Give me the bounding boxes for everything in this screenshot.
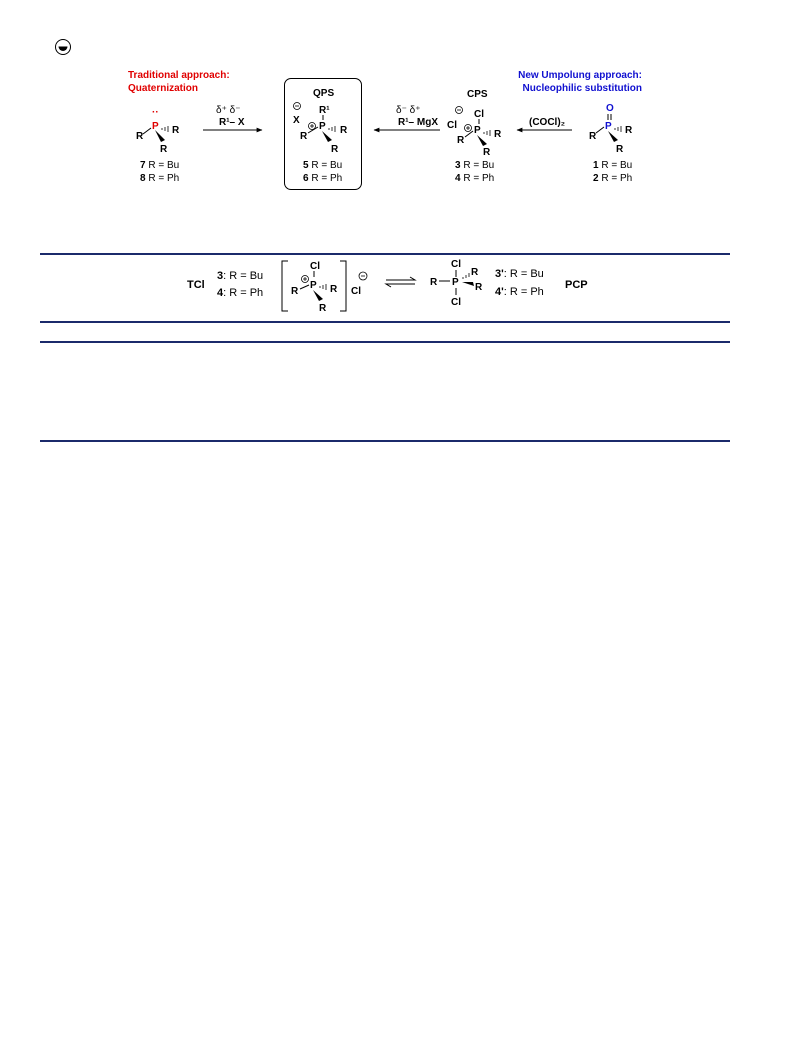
tcl-label: TCl: [187, 279, 205, 291]
cps-title: CPS: [467, 89, 488, 100]
compound-4p-num: 4': [495, 286, 504, 298]
compound-8-text: R = Ph: [145, 173, 180, 184]
qps-r-left: R: [300, 131, 308, 142]
compound-8-num: 8: [140, 173, 146, 184]
oxide-o-atom: O: [606, 103, 614, 114]
tcl-r-bottom: R: [319, 303, 327, 314]
arrow-quaternization: [203, 105, 262, 130]
table-header-rule: [40, 321, 730, 323]
qps-title: QPS: [313, 88, 335, 99]
compound-6-num: 6: [303, 173, 309, 184]
compound-5-label: [303, 160, 342, 172]
compound-5-num: 5: [303, 160, 309, 171]
compound-8-label: [140, 173, 179, 185]
cps-structure: [447, 89, 502, 158]
oxide-r-bottom: R: [616, 144, 624, 155]
qps-p-atom: P: [319, 121, 326, 132]
compound-4p-text: : R = Ph: [503, 286, 544, 298]
bracket-right: [340, 261, 346, 311]
compound-3-row: [217, 270, 263, 282]
tcl-cl-counter: Cl: [351, 286, 361, 297]
pcp-cl-top: Cl: [451, 259, 461, 270]
compound-2-text: R = Ph: [598, 173, 633, 184]
compound-3p-text: : R = Bu: [503, 268, 544, 280]
arrow2-reagent: R¹– MgX: [398, 117, 438, 128]
compound-4p-row: [495, 286, 544, 298]
compound-1-num: 1: [593, 160, 599, 171]
tcl-cl-top: Cl: [310, 261, 320, 272]
compound-1-label: [593, 160, 632, 172]
bracket-left: [282, 261, 288, 311]
phosphine-structure: [136, 107, 180, 155]
compound-2-label: [593, 173, 632, 185]
pcp-cl-bottom: Cl: [451, 297, 461, 308]
cps-cl-top: Cl: [474, 109, 484, 120]
qps-r-bottom: R: [331, 144, 339, 155]
compound-6-text: R = Ph: [308, 173, 343, 184]
cps-r-left: R: [457, 135, 465, 146]
compound-7-text: R = Bu: [145, 160, 180, 171]
compound-5-text: R = Bu: [308, 160, 343, 171]
compound-7-label: [140, 160, 179, 172]
qps-r-right: R: [340, 125, 348, 136]
arrow1-reagent: R¹– X: [219, 117, 245, 128]
compound-4-text: R = Ph: [460, 173, 495, 184]
phosphine-bond-left: [143, 128, 151, 134]
phosphine-oxide-structure: [589, 103, 633, 155]
cps-cl-counter: Cl: [447, 120, 457, 131]
pcp-r-top-right: R: [471, 267, 479, 278]
qps-r1: R¹: [319, 105, 330, 116]
compound-3-num: 3: [455, 160, 461, 171]
phosphine-r-right: R: [172, 125, 180, 136]
compound-6-label: [303, 173, 342, 185]
phosphine-hash-bond: [162, 126, 168, 132]
arrow3-reagent: (COCl)₂: [529, 117, 566, 128]
compound-4-label: [455, 173, 494, 185]
equilibrium-arrows-icon: [386, 277, 415, 287]
equilibrium-structures: [270, 255, 610, 320]
arrow-chlorination: [517, 117, 572, 130]
qps-structure: [293, 88, 348, 155]
compound-4-num: 4: [455, 173, 461, 184]
compound-4-row-num: 4: [217, 287, 224, 299]
compound-4-row-text: : R = Ph: [223, 287, 264, 299]
phosphine-wedge-bond: [155, 130, 165, 142]
table-section-rule: [40, 341, 730, 343]
arrow-nucleophilic: [374, 105, 440, 130]
reaction-scheme: [0, 0, 791, 200]
oxide-r-right: R: [625, 125, 633, 136]
oxide-p-atom: P: [605, 121, 612, 132]
compound-7-num: 7: [140, 160, 146, 171]
phosphine-r-left: R: [136, 131, 144, 142]
traditional-approach-line2: Quaternization: [128, 83, 199, 94]
compound-2-num: 2: [593, 173, 599, 184]
compound-3-row-text: : R = Bu: [223, 270, 264, 282]
compound-3p-num: 3': [495, 268, 504, 280]
table-bottom-rule: [40, 440, 730, 442]
qps-x-atom: X: [293, 115, 300, 126]
compound-3-label: [455, 160, 494, 172]
pcp-r-left: R: [430, 277, 438, 288]
compound-1-text: R = Bu: [598, 160, 633, 171]
tcl-r-left: R: [291, 286, 299, 297]
tcl-r-right: R: [330, 284, 338, 295]
phosphine-p-atom: P: [152, 121, 159, 132]
compound-3-row-num: 3: [217, 270, 224, 282]
pcp-p-atom: P: [452, 277, 459, 288]
tcl-p-atom: P: [310, 280, 317, 291]
phosphine-lone-pair: ··: [152, 107, 159, 118]
compound-3-text: R = Bu: [460, 160, 495, 171]
phosphine-r-bottom: R: [160, 144, 168, 155]
compound-3p-row: [495, 268, 544, 280]
oxide-r-left: R: [589, 131, 597, 142]
pcp-label: PCP: [565, 279, 588, 291]
traditional-approach-line1: Traditional approach:: [128, 70, 230, 81]
arrow1-delta: δ⁺ δ⁻: [216, 105, 241, 116]
cps-r-bottom: R: [483, 147, 491, 158]
compound-4-row: [217, 287, 263, 299]
cps-p-atom: P: [474, 125, 481, 136]
cps-r-right: R: [494, 129, 502, 140]
arrow2-delta: δ⁻ δ⁺: [396, 105, 421, 116]
umpolung-approach-line2: Nucleophilic substitution: [522, 83, 642, 94]
pcp-r-right: R: [475, 282, 483, 293]
umpolung-approach-line1: New Umpolung approach:: [518, 70, 642, 81]
